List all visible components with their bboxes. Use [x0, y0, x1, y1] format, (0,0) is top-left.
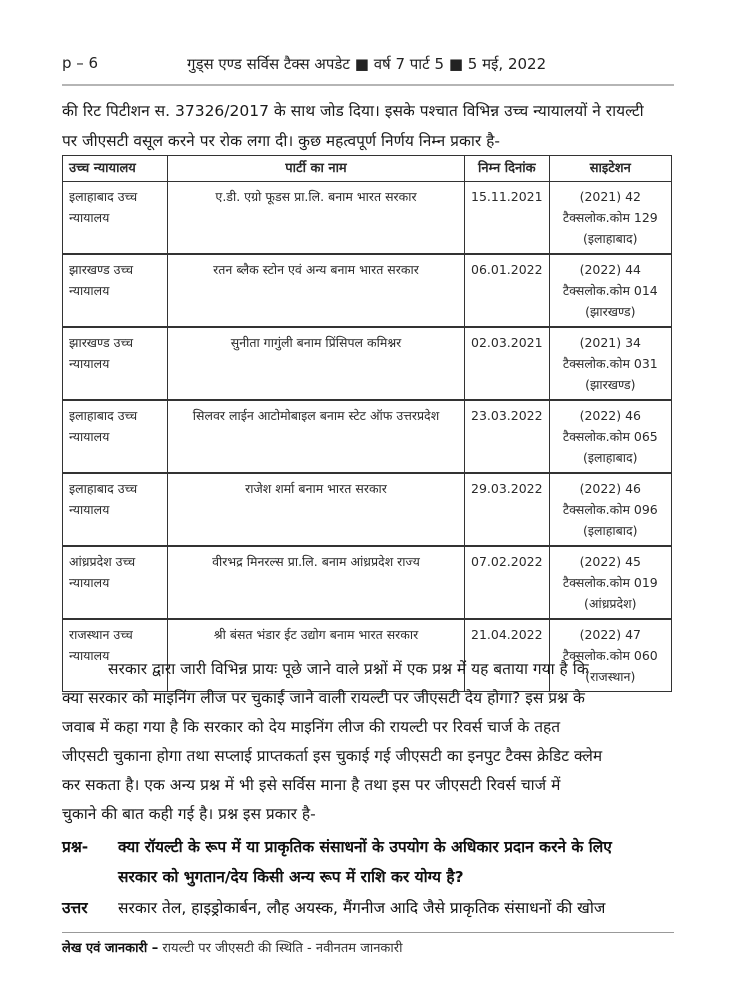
citation-court: (इलाहाबाद) [583, 523, 638, 538]
body-line: जीएसटी चुकाना होगा तथा सप्लाई प्राप्तकर्ता इस चुकाई गई जीएसटी का इनपुट टैक्स क्रेडिट क्लेम [62, 747, 603, 765]
footer-divider [62, 932, 674, 933]
citation-court: (राजस्थान) [585, 669, 636, 684]
citation-cell [549, 254, 671, 327]
faq-answer [62, 893, 674, 923]
faq-question [62, 832, 674, 892]
page-number: p – 6 [62, 54, 99, 72]
question-line: सरकार को भुगतान/देय किसी अन्य रूप में राशि कर योग्य है? [118, 868, 464, 886]
body-line: क्या सरकार को माइनिंग लीज पर चुकाई जाने वाली रायल्टी पर जीएसटी देय होगा? इस प्रश्न के [62, 689, 585, 707]
party-cell: राजेश शर्मा बनाम भारत सरकार [168, 473, 465, 546]
citation-ref: टैक्सलोक.कोम 129 [562, 210, 658, 225]
page-footer [62, 938, 402, 956]
court-cell: इलाहाबाद उच्च न्यायालय [63, 473, 168, 546]
answer-text [118, 893, 678, 923]
intro-line: की रिट पिटीशन स. 37326/2017 के साथ जोड दिया। इसके पश्चात विभिन्न उच्च न्यायालयों ने रायल्टी [62, 102, 644, 120]
citation-ref: टैक्सलोक.कोम 019 [562, 575, 658, 590]
citation-ref: टैक्सलोक.कोम 065 [562, 429, 658, 444]
court-cell: आंध्रप्रदेश उच्च न्यायालय [63, 546, 168, 619]
table-row [63, 182, 672, 255]
answer-line: सरकार तेल, हाइड्रोकार्बन, लौह अयस्क, मैंगनीज आदि जैसे प्राकृतिक संसाधनों की खोज [118, 899, 606, 917]
citation-year: (2022) 46 [579, 481, 642, 496]
citation-court: (झारखण्ड) [585, 304, 636, 319]
footer-article-title: रायल्टी पर जीएसटी की स्थिति - नवीनतम जानकारी [162, 941, 403, 956]
date-cell: 29.03.2022 [465, 473, 550, 546]
body-paragraph [62, 655, 674, 829]
citation-cell [549, 400, 671, 473]
citation-court: (आंध्रप्रदेश) [584, 596, 637, 611]
court-cell: राजस्थान उच्च न्यायालय [63, 619, 168, 692]
citation-ref: टैक्सलोक.कोम 060 [562, 648, 658, 663]
body-line: कर सकता है। एक अन्य प्रश्न में भी इसे सर्विस माना है तथा इस पर जीएसटी रिवर्स चार्ज में [62, 776, 561, 794]
citation-year: (2021) 34 [579, 335, 642, 350]
date-cell: 15.11.2021 [465, 182, 550, 255]
table-row [63, 327, 672, 400]
court-cell: इलाहाबाद उच्च न्यायालय [63, 400, 168, 473]
table-row [63, 254, 672, 327]
citation-ref: टैक्सलोक.कोम 096 [562, 502, 658, 517]
court-cell: झारखण्ड उच्च न्यायालय [63, 327, 168, 400]
party-cell: सुनीता गागुंली बनाम प्रिंसिपल कमिश्नर [168, 327, 465, 400]
party-cell: ए.डी. एग्रो फूडस प्रा.लि. बनाम भारत सरकार [168, 182, 465, 255]
table-row [63, 473, 672, 546]
date-cell: 02.03.2021 [465, 327, 550, 400]
citation-year: (2022) 46 [579, 408, 642, 423]
citation-year: (2021) 42 [579, 189, 642, 204]
citation-cell [549, 546, 671, 619]
date-cell: 21.04.2022 [465, 619, 550, 692]
publication-title: गुड्स एण्ड सर्विस टैक्स अपडेट ■ वर्ष 7 पार्ट 5 ■ 5 मई, 2022 [187, 55, 547, 73]
column-header-party: पार्टी का नाम [168, 156, 465, 182]
party-cell: वीरभद्र मिनरल्स प्रा.लि. बनाम आंध्रप्रदेश राज्य [168, 546, 465, 619]
party-cell: श्री बंसत भंडार ईट उद्योग बनाम भारत सरकार [168, 619, 465, 692]
table-row [63, 546, 672, 619]
body-line: सरकार द्वारा जारी विभिन्न प्रायः पूछे जाने वाले प्रश्नों में एक प्रश्न में यह बताया गया है कि [108, 660, 589, 678]
date-cell: 23.03.2022 [465, 400, 550, 473]
body-line: चुकाने की बात कही गई है। प्रश्न इस प्रकार है- [62, 805, 316, 823]
court-cell: झारखण्ड उच्च न्यायालय [63, 254, 168, 327]
question-label: प्रश्न- [62, 838, 89, 856]
page-header [62, 52, 674, 80]
header-divider [62, 84, 674, 86]
citation-year: (2022) 44 [579, 262, 642, 277]
high-court-judgments-table [62, 155, 672, 692]
citation-court: (इलाहाबाद) [583, 450, 638, 465]
citation-cell [549, 473, 671, 546]
date-cell: 07.02.2022 [465, 546, 550, 619]
intro-line: पर जीएसटी वसूल करने पर रोक लगा दी। कुछ महत्वपूर्ण निर्णय निम्न प्रकार है- [62, 132, 500, 150]
date-cell: 06.01.2022 [465, 254, 550, 327]
table-header-row [63, 156, 672, 182]
citation-ref: टैक्सलोक.कोम 014 [562, 283, 658, 298]
citation-year: (2022) 45 [579, 554, 642, 569]
party-cell: सिलवर लाईन आटोमोबाइल बनाम स्टेट ऑफ उत्तरप्रदेश [168, 400, 465, 473]
citation-court: (झारखण्ड) [585, 377, 636, 392]
question-text [118, 832, 678, 892]
answer-label: उत्तर [62, 899, 88, 917]
column-header-court: उच्च न्यायालय [63, 156, 168, 182]
question-line: क्या रॉयल्टी के रूप में या प्राकृतिक संसाधनों के उपयोग के अधिकार प्रदान करने के लिए [118, 838, 612, 856]
footer-section-label: लेख एवं जानकारी – [62, 941, 159, 956]
table-row [63, 400, 672, 473]
body-line: जवाब में कहा गया है कि सरकार को देय माइनिंग लीज की रायल्टी पर रिवर्स चार्ज के तहत [62, 718, 561, 736]
citation-year: (2022) 47 [579, 627, 642, 642]
citation-court: (इलाहाबाद) [583, 231, 638, 246]
column-header-citation: साइटेशन [549, 156, 671, 182]
party-cell: रतन ब्लैक स्टोन एवं अन्य बनाम भारत सरकार [168, 254, 465, 327]
column-header-date: निम्न दिनांक [465, 156, 550, 182]
citation-cell [549, 327, 671, 400]
intro-paragraph [62, 96, 674, 156]
citation-cell [549, 182, 671, 255]
court-cell: इलाहाबाद उच्च न्यायालय [63, 182, 168, 255]
citation-ref: टैक्सलोक.कोम 031 [562, 356, 658, 371]
